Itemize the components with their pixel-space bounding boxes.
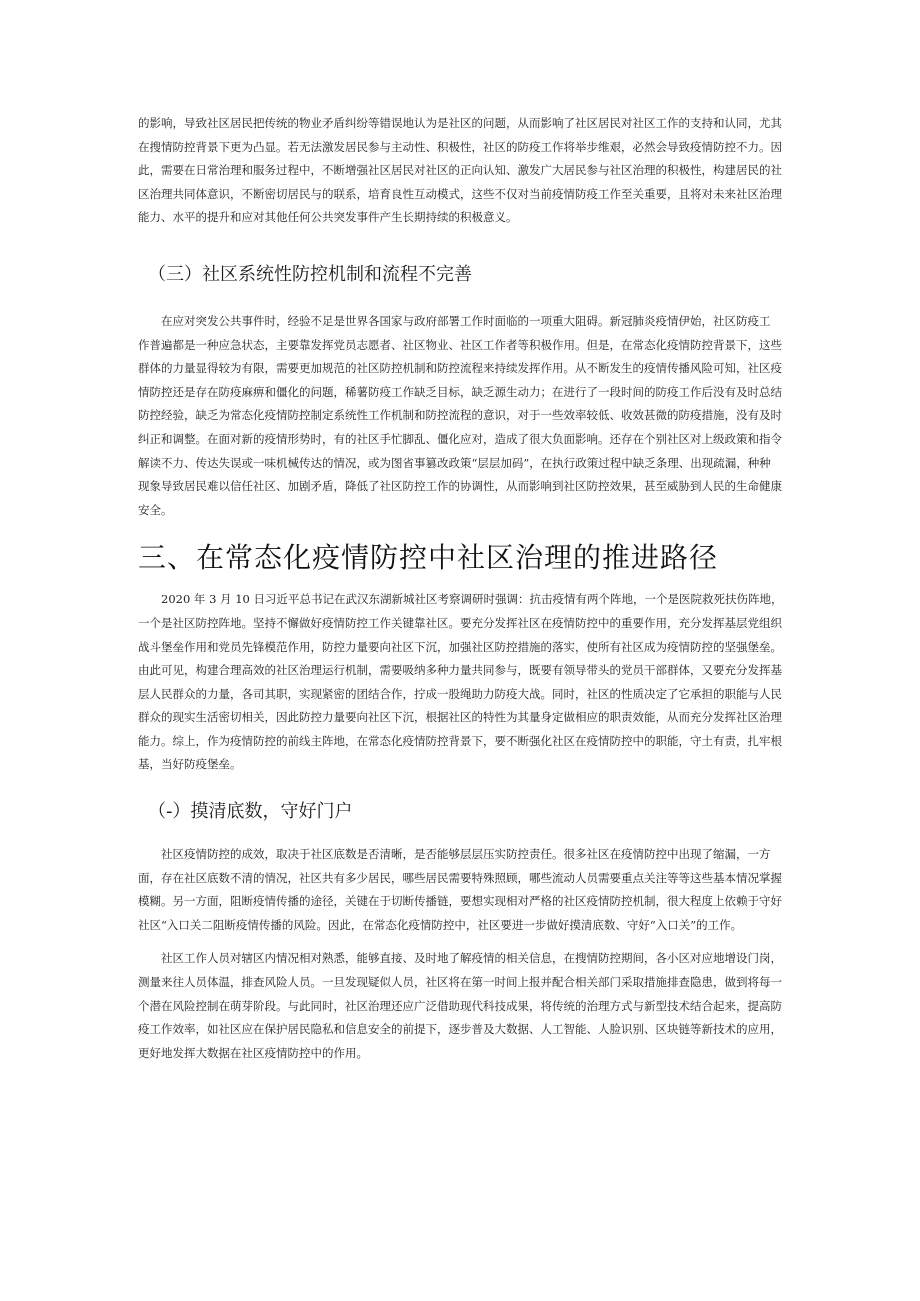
- text-line: 能力、水平的提升和应对其他任何公共突发事件产生长期持续的积极意义。: [138, 210, 518, 225]
- text-line: 基，当好防疫堡垒。: [138, 757, 242, 772]
- text-line: 现象导致居民难以信任社区、加剧矛盾，降低了社区防控工作的协调性，从而影响到社区防控效果，甚至威胁到人民的生命健康: [138, 479, 782, 494]
- section-heading-one: （-）摸清底数，守好门户: [148, 801, 353, 823]
- text-line: 战斗堡垒作用和党员先锋模范作用，防控力量要向社区下沉，加强社区防控措施的落实，使所有社区成为疫情防控的坚强堡垒。: [138, 639, 782, 654]
- text-line: 防控经验，缺乏为常态化疫情防控制定系统性工作机制和防控流程的意识，对于一些效率较低、收效甚微的防疫措施，没有及时: [138, 408, 782, 423]
- text-line: 安全。: [138, 502, 173, 517]
- section-heading-three: （三）社区系统性防控机制和流程不完善: [148, 263, 472, 285]
- text-line: 在搜情防控背景下更为凸显。若无法激发居民参与主动性、积极性，社区的防疫工作将举步维艰，必然会导致疫情防控不力。因: [138, 139, 782, 154]
- text-line: 面，存在社区底数不清的情况，社区共有多少居民，哪些居民需要特殊照顾，哪些流动人员需要重点关注等等这些基本情况掌握: [138, 870, 782, 885]
- text-line: 社区工作人员对辖区内情况相对熟悉，能够直接、及时地了解疫情的相关信息，在搜情防控期间，各小区对应地增设门岗，: [138, 951, 782, 966]
- paragraph-three: [138, 310, 790, 522]
- text-line: 纠正和调整。在面对新的疫情形势时，有的社区手忙脚乱、僵化应对，造成了很大负面影响。还存在个别社区对上级政策和指令: [138, 431, 782, 446]
- text-line: 能力。综上，作为疫情防控的前线主阵地，在常态化疫情防控背景下，要不断强化社区在疫情防控中的职能，守土有责，扎牢根: [138, 733, 782, 748]
- text-line: 2020 年 3 月 10 日习近平总书记在武汉东湖新城社区考察调研时强调：抗击疫情有两个阵地，一个是医院救死扶伤阵地，: [138, 592, 783, 607]
- text-line: 测量来往人员体温，排查风险人员。一旦发现疑似人员，社区将在第一时间上报并配合相关部门采取措施排查隐患，做到将每一: [138, 975, 782, 990]
- text-line: 由此可见，构建合理高效的社区治理运行机制，需要吸纳多种力量共同参与，既要有领导带头的党员干部群体，又要充分发挥基: [138, 663, 782, 678]
- paragraph-intro: [138, 112, 790, 230]
- text-line: 更好地发挥大数据在社区疫情防控中的作用。: [138, 1045, 368, 1060]
- document-page: [138, 112, 790, 1065]
- text-line: 作普遍都是一种应急状态，主要靠发挥党员志愿者、社区物业、社区工作者等积极作用。但是，在常态化疫情防控背景下，这些: [138, 337, 782, 352]
- text-line: 个潜在风险控制在萌芽阶段。与此同时，社区治理还应广泛借助现代科技成果，将传统的治理方式与新型技术结合起来，提高防: [138, 998, 782, 1013]
- text-line: 社区疫情防控的成效，取决于社区底数是否清晰，是否能够层层压实防控责任。很多社区在疫情防控中出现了缩漏，一方: [138, 847, 771, 862]
- text-line: 此，需要在日常治理和服务过程中，不断增强社区居民对社区的正向认知、激发广大居民参与社区治理的积极性，构建居民的社: [138, 163, 782, 178]
- text-line: 群体的力量显得较为有限，需要更加规范的社区防控机制和防控流程来持续发挥作用。从不断发生的疫情传播风险可知，社区疫: [138, 361, 782, 376]
- text-line: 模糊。另一方面，阻断疫情传播的途径，关键在于切断传播链，要想实现相对严格的社区疫情防控机制，很大程度上依赖于守好: [138, 894, 782, 909]
- text-line: 在应对突发公共事件时，经验不足是世界各国家与政府部署工作时面临的一项重大阻碍。新冠肺炎疫情伊始，社区防疫工: [138, 313, 771, 328]
- text-line: 层人民群众的力量，各司其职，实现紧密的团结合作，拧成一股绳助力防疫大战。同时，社区的性质决定了它承担的职能与人民: [138, 686, 782, 701]
- paragraph-one-b: [138, 947, 790, 1065]
- text-line: 解读不力、传达失误或一味机械传达的情况，或为图省事篡改政策“层层加码”，在执行政策过程中缺乏条理、出现疏漏，种种: [138, 455, 771, 470]
- text-line: 一个是社区防控阵地。坚持不懈做好疫情防控工作关键靠社区。要充分发挥社区在疫情防控中的重要作用，充分发挥基层党组织: [138, 615, 782, 630]
- text-line: 的影响，导致社区居民把传统的物业矛盾纠纷等错误地认为是社区的问题，从而影响了社区居民对社区工作的支持和认同，尤其: [138, 116, 782, 130]
- text-line: 疫工作效率，如社区应在保护居民隐私和信息安全的前提下，逐步普及大数据、人工智能、人脸识别、区块链等新技术的应用，: [138, 1022, 782, 1037]
- paragraph-main: [138, 588, 790, 777]
- text-line: 群众的现实生活密切相关，因此防控力量要向社区下沉，根据社区的特性为其量身定做相应的职责效能，从而充分发挥社区治理: [138, 710, 782, 725]
- text-line: 区治理共同体意识，不断密切居民与的联系，培育良性互动模式，这些不仅对当前疫情防疫工作至关重要，且将对未来社区治理: [138, 186, 782, 201]
- text-line: 情防控还是存在防疫麻痹和僵化的问题，稀薯防疫工作缺乏目标，缺乏源生动力；在进行了一段时间的防疫工作后没有及时总结: [138, 384, 782, 399]
- main-heading: 三、在常态化疫情防控中社区治理的推进路径: [138, 541, 719, 575]
- text-line: 社区“入口关二阻断疫情传播的风险。因此，在常态化疫情防控中，社区要进一步做好摸清底数、守好“入口关”的工作。: [138, 917, 743, 932]
- paragraph-one-a: [138, 843, 790, 937]
